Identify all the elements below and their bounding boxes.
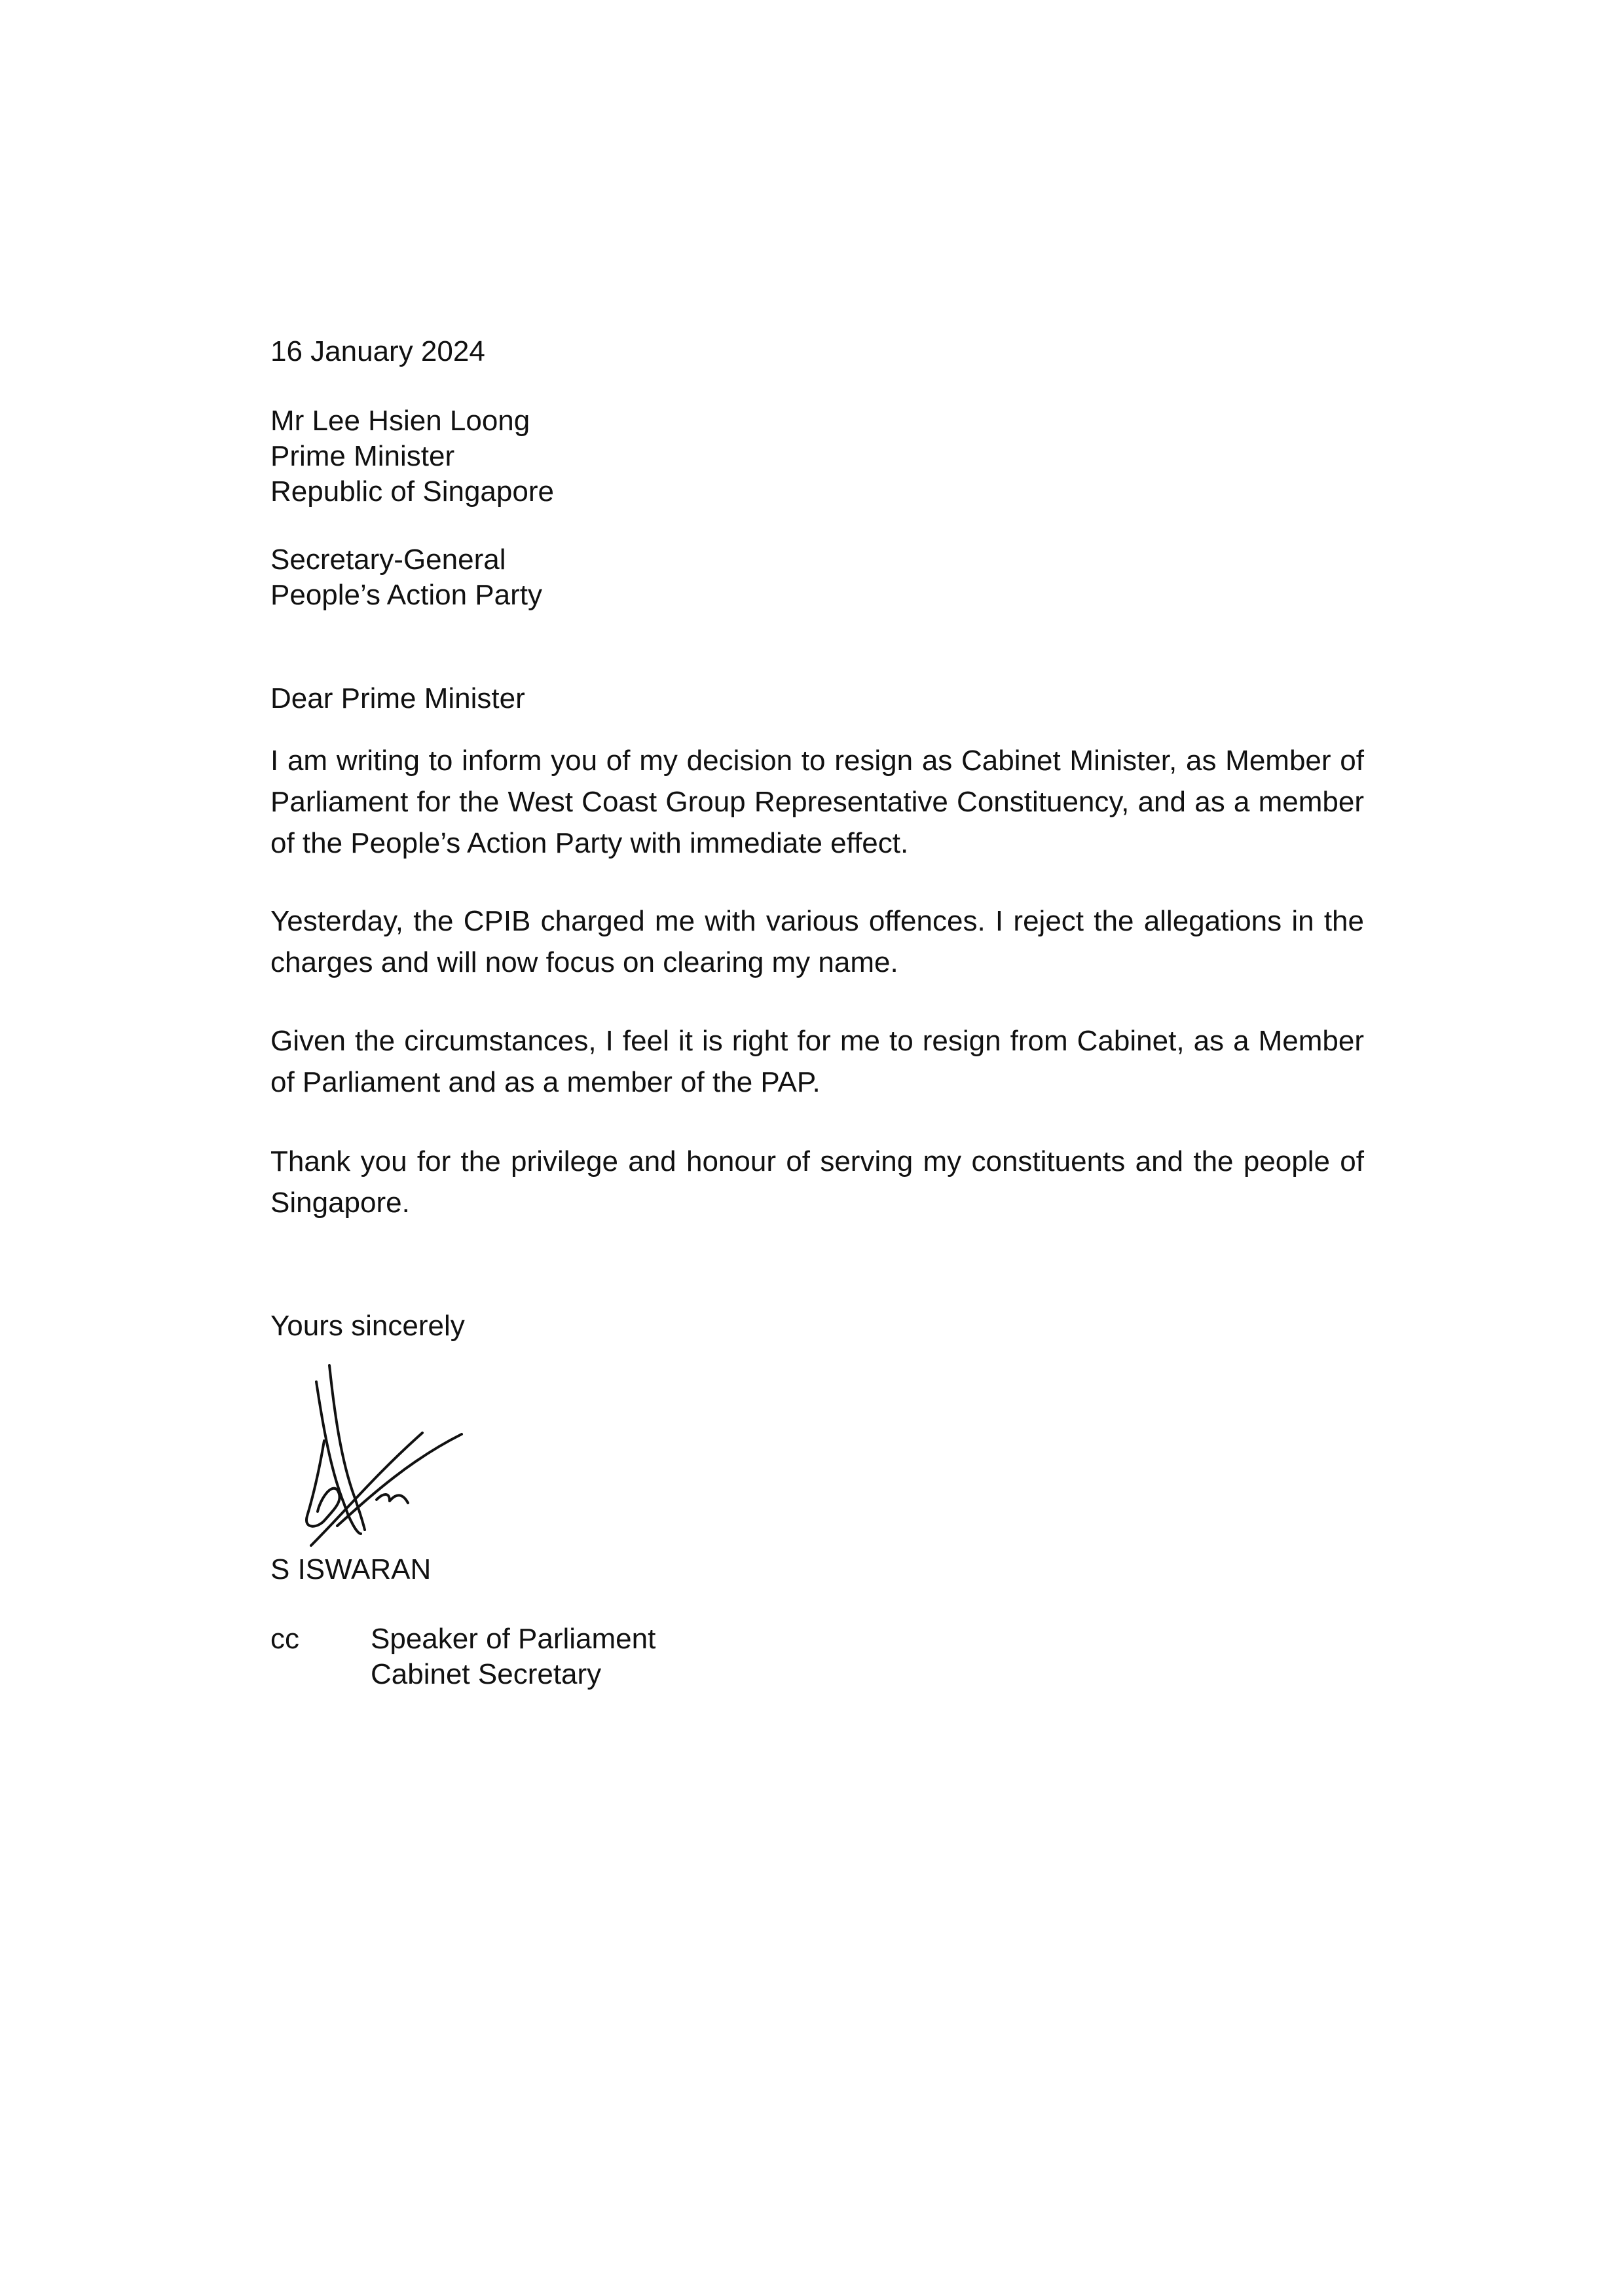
salutation: Dear Prime Minister xyxy=(270,682,525,714)
recipient-name: Mr Lee Hsien Loong xyxy=(270,405,530,437)
body-paragraph-3: Given the circumstances, I feel it is right for me to resign from Cabinet, as a Member of Parliament and as a member of the PAP. xyxy=(270,1025,1364,1098)
cc-recipient-speaker: Speaker of Parliament xyxy=(371,1623,656,1655)
recipient-title: Prime Minister xyxy=(270,440,455,472)
body-paragraph-2: Yesterday, the CPIB charged me with various offences. I reject the allegations in the charges and will now focus on clearing my name. xyxy=(270,905,1364,978)
closing: Yours sincerely xyxy=(270,1310,465,1342)
cc-label: cc xyxy=(270,1623,299,1655)
body-paragraph-4: Thank you for the privilege and honour of serving my constituents and the people of Singapore. xyxy=(270,1145,1364,1219)
recipient-address xyxy=(270,403,554,509)
recipient-role-org: People’s Action Party xyxy=(270,579,542,611)
cc-recipients xyxy=(371,1621,655,1692)
recipient-country: Republic of Singapore xyxy=(270,475,554,508)
letter-date: 16 January 2024 xyxy=(270,335,485,367)
signatory-name: S ISWARAN xyxy=(270,1553,432,1585)
body-paragraph-1: I am writing to inform you of my decision to resign as Cabinet Minister, as Member of Parliament for the West Coast Group Representative Constituency, and as a member of the People’s Action Party with immediate effect. xyxy=(270,745,1364,859)
recipient-role xyxy=(270,542,542,613)
signature-icon xyxy=(298,1362,494,1552)
cc-recipient-cabinet-secretary: Cabinet Secretary xyxy=(371,1658,602,1690)
recipient-role-title: Secretary-General xyxy=(270,544,506,576)
